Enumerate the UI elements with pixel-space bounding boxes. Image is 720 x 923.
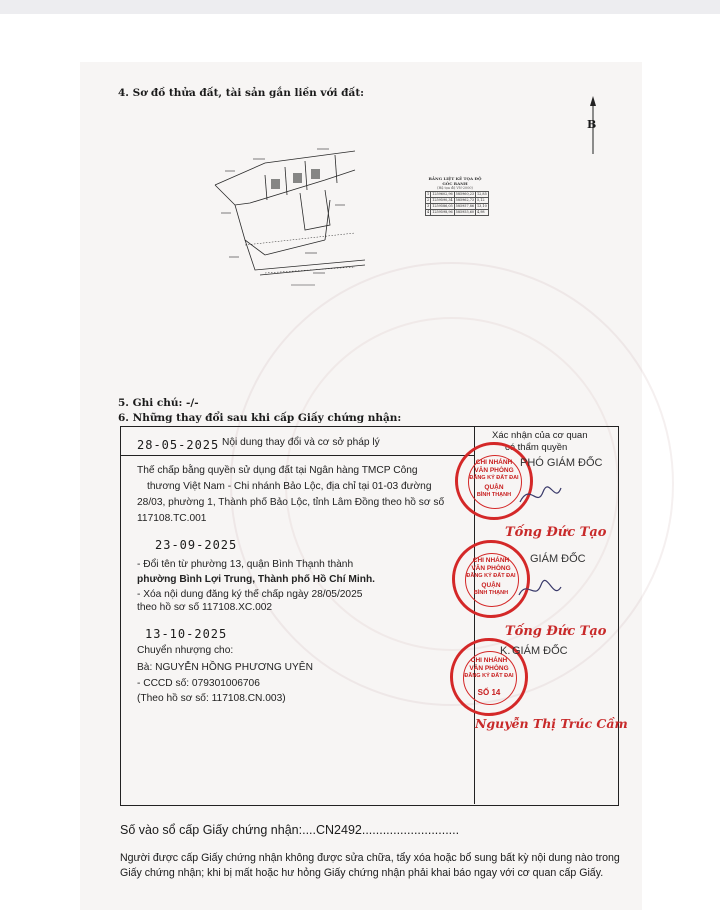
section-4-heading: 4. Sơ đồ thửa đất, tài sản gắn liền với đất: bbox=[118, 87, 365, 99]
section-5-heading: 5. Ghi chú: -/- bbox=[118, 397, 199, 409]
table-cell: 3 bbox=[427, 204, 430, 208]
table-row bbox=[426, 198, 489, 204]
header-content-column: Nội dung thay đổi và cơ sở pháp lý bbox=[222, 437, 380, 448]
table-cell: 585962,73 bbox=[455, 198, 475, 202]
table-cell: 5,12 bbox=[476, 198, 489, 204]
changes-table-header-rule bbox=[120, 455, 475, 456]
entry-date: 13-10-2025 bbox=[145, 627, 228, 641]
entry-line: Thế chấp bằng quyền sử dụng đất tại Ngân hàng TMCP Công bbox=[137, 465, 418, 476]
registry-line bbox=[120, 823, 459, 837]
entry-line: phường Bình Lợi Trung, Thành phố Hồ Chí Minh. bbox=[137, 574, 376, 585]
signer-title: GIÁM ĐỐC bbox=[512, 645, 568, 657]
seal-text: ĐĂNG KÝ ĐẤT ĐAI bbox=[469, 475, 519, 481]
table-cell: 2 bbox=[427, 198, 430, 202]
table-cell: 12,85 bbox=[477, 192, 487, 196]
coordinate-table-caption: BẢNG LIỆT KÊ TỌA ĐỘ GÓC RANH bbox=[428, 176, 482, 186]
seal-text: BÌNH THẠNH bbox=[476, 492, 512, 498]
table-cell: 4 bbox=[427, 210, 430, 214]
footer-note: Người được cấp Giấy chứng nhận không được sửa chữa, tẩy xóa hoặc bổ sung bất kỳ nội dung nào trong bbox=[120, 852, 620, 864]
entry-date: 28-05-2025 bbox=[137, 438, 220, 452]
table-cell: 585955,60 bbox=[455, 210, 475, 214]
header-authority-line-1: Xác nhận của cơ quan bbox=[492, 430, 588, 441]
seal-text: QUẬN bbox=[484, 484, 504, 491]
entry-line: theo hồ sơ số 117108.XC.002 bbox=[137, 602, 273, 613]
signature-scribble bbox=[515, 575, 565, 605]
table-cell: 585960,23 bbox=[455, 192, 475, 196]
entry-line: 117108.TC.001 bbox=[137, 513, 207, 524]
seal-text: QUẬN bbox=[481, 582, 501, 589]
table-cell: 4,98 bbox=[476, 210, 489, 216]
table-cell: 1259590,34 bbox=[432, 198, 453, 202]
table-cell: 1259586,05 bbox=[432, 204, 453, 208]
seal-text: BÌNH THẠNH bbox=[473, 590, 509, 596]
signer-name: Tống Đức Tạo bbox=[505, 624, 607, 639]
coordinate-table-subcaption: (Hệ tọa độ VN-2000) bbox=[437, 186, 473, 190]
signer-name: Tống Đức Tạo bbox=[505, 525, 607, 540]
section-6-heading: 6. Những thay đổi sau khi cấp Giấy chứng nhận: bbox=[118, 412, 402, 424]
seal-text: ĐĂNG KÝ ĐẤT ĐAI bbox=[464, 673, 514, 679]
signer-title-prefix: K. bbox=[500, 645, 511, 657]
seal-text: VĂN PHÒNG bbox=[469, 665, 509, 672]
registry-label: Số vào sổ cấp Giấy chứng nhận:.... bbox=[120, 823, 316, 837]
seal-text: VĂN PHÒNG bbox=[474, 467, 514, 474]
entry-line: (Theo hồ sơ số: 117108.CN.003) bbox=[137, 693, 286, 704]
seal-text: VĂN PHÒNG bbox=[471, 565, 511, 572]
seal-text: CHI NHÁNH bbox=[475, 459, 513, 466]
coordinate-table bbox=[425, 176, 485, 216]
registry-dots: ............................ bbox=[361, 823, 460, 837]
table-row bbox=[426, 210, 489, 216]
signature-scribble bbox=[515, 480, 565, 510]
registry-number: CN2492 bbox=[315, 823, 362, 837]
signer-title: PHÓ GIÁM ĐỐC bbox=[520, 457, 603, 469]
land-plot-diagram bbox=[205, 145, 370, 310]
seal-text: CHI NHÁNH bbox=[472, 557, 510, 564]
table-row bbox=[426, 204, 489, 210]
signer-title: GIÁM ĐỐC bbox=[530, 553, 586, 565]
viewer-top-bar bbox=[0, 0, 720, 14]
table-cell: 1259602,96 bbox=[432, 192, 453, 196]
table-cell: 585957,86 bbox=[455, 204, 475, 208]
entry-line: 28/03, phường 1, Thành phố Bảo Lộc, tỉnh Lâm Đồng theo hồ sơ số bbox=[137, 497, 445, 508]
footer-note: Giấy chứng nhận; khi bị mất hoặc hư hỏng Giấy chứng nhận phải khai báo ngay với cơ quan cấp Giấy. bbox=[120, 867, 604, 879]
seal-text: CHI NHÁNH bbox=[470, 657, 508, 664]
table-cell: 13,10 bbox=[477, 204, 487, 208]
table-cell: 1259598,96 bbox=[432, 210, 453, 214]
north-label: B bbox=[587, 118, 597, 131]
entry-date: 23-09-2025 bbox=[155, 538, 238, 552]
entry-line: - Đổi tên từ phường 13, quận Bình Thạnh thành bbox=[137, 559, 354, 570]
entry-line: thương Việt Nam - Chi nhánh Bảo Lộc, địa chỉ tại 01-03 đường bbox=[147, 481, 432, 492]
seal-text: ĐĂNG KÝ ĐẤT ĐAI bbox=[466, 573, 516, 579]
entry-line: - CCCD số: 079301006706 bbox=[137, 678, 260, 689]
entry-line: - Xóa nội dung đăng ký thế chấp ngày 28/05/2025 bbox=[137, 589, 363, 600]
entry-line: Bà: NGUYỄN HỒNG PHƯƠNG UYÊN bbox=[137, 662, 313, 673]
header-authority-line-2: có thẩm quyền bbox=[505, 442, 568, 453]
entry-line: Chuyển nhượng cho: bbox=[137, 645, 234, 656]
table-cell: 1 bbox=[427, 192, 430, 196]
signer-name: Nguyễn Thị Trúc Cầm bbox=[475, 716, 628, 731]
table-row bbox=[426, 192, 489, 198]
seal-text: SỐ 14 bbox=[477, 688, 501, 697]
